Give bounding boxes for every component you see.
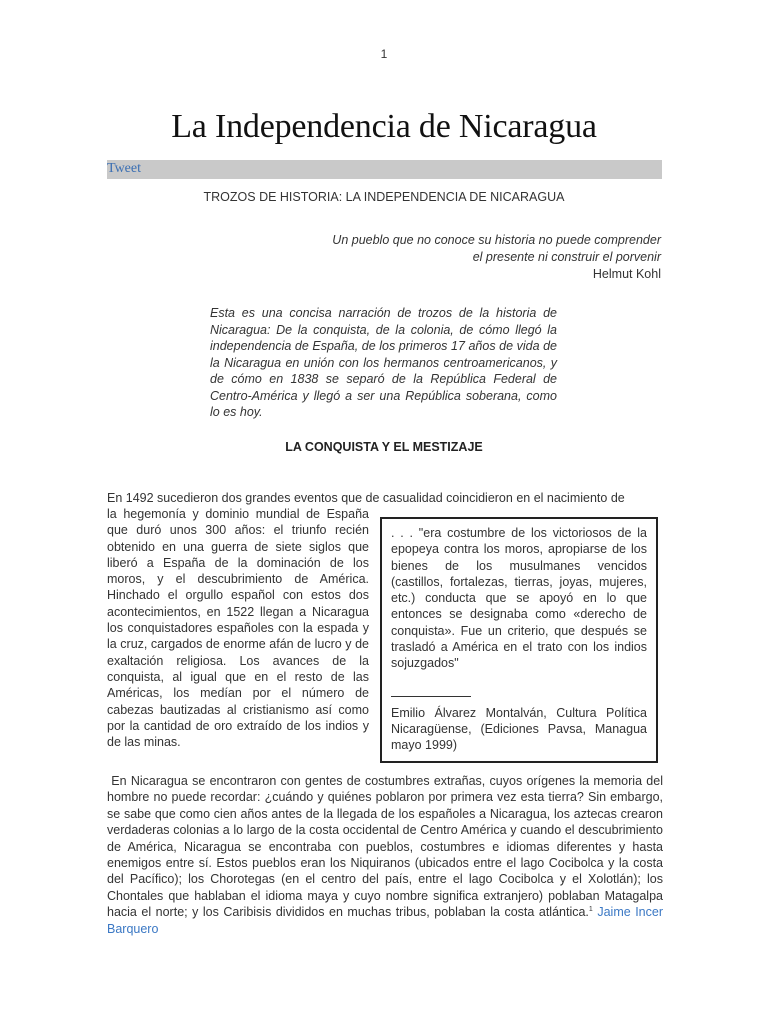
paragraph-first-line: En 1492 sucedieron dos grandes eventos que de casualidad coincidieron en el nacimiento de [107, 491, 625, 505]
tweet-link[interactable]: Tweet [107, 161, 142, 176]
epigraph-quote: Un pueblo que no conoce su historia no puede comprender el presente ni construir el porvenir [332, 233, 661, 264]
document-title: La Independencia de Nicaragua [171, 108, 597, 145]
tweet-bar [107, 160, 662, 179]
page-number: 1 [380, 47, 388, 61]
quote-box [380, 517, 658, 763]
subtitle: TROZOS DE HISTORIA: LA INDEPENDENCIA DE NICARAGUA [203, 190, 565, 204]
paragraph-column: la hegemonía y dominio mundial de España que duró unos 300 años: el triunfo recién obtenido en una guerra de siete siglos que liberó a España de la dominación de los moros, y el descubrimiento de América. Hinchado el orgullo español con estos dos acontecimientos, en 1522 llegan a Nicaragua los conquistadores españoles con la espada y la cruz, cargados de enorme afán de lucro y de exaltación religiosa. Los avances de la conquista, al igual que en el resto de las Américas, los medían por el número de cabezas bautizadas al cristianismo así como por la cantidad de oro extraído de los indios y de las minas. [107, 507, 369, 750]
author-link[interactable]: Jaime Incer Barquero [107, 905, 663, 936]
intro-paragraph: Esta es una concisa narración de trozos de la historia de Nicaragua: De la conquista, de la colonia, de cómo llegó la independencia de España, de los primeros 17 años de vida de la Nicaragua en unión con los hermanos centroamericanos, y de cómo en 1838 se separó de la República Federal de Centro-América y llegó a ser una República soberana, como lo es hoy. [210, 306, 557, 419]
section-heading: LA CONQUISTA Y EL MESTIZAJE [285, 440, 483, 454]
quote-citation: Emilio Álvarez Montalván, Cultura Política Nicaragüense, (Ediciones Pavsa, Managua mayo 1999) [391, 705, 647, 753]
footnote-mark: 1 [588, 906, 593, 914]
epigraph-author: Helmut Kohl [592, 267, 661, 281]
paragraph-second [107, 773, 663, 937]
paragraph-second-text: En Nicaragua se encontraron con gentes de costumbres extrañas, cuyos orígenes la memoria del hombre no puede recordar: ¿cuándo y quiénes poblaron por primera vez esta tierra? Sin embargo, se sabe que como cien años antes de la llegada de los españoles a Nicaragua, los aztecas crearon verdaderas colonias a lo largo de la costa occidental de Centro América y cuando el descubrimiento de América, Nicaragua se encontraba con pueblos, costumbres e idiomas diferentes y hasta enemigos entre sí. Estos pueblos eran los Niquiranos (ubicados entre el lago Cocibolca y la costa del Pacífico); los Chorotegas (en el centro del país, entre el lago Cocibolca y el Xolotlán); los Chontales que hablaban el idioma maya y cuyo nombre significa extranjero) poblaban Matagalpa hacia el norte; y los Caribisis divididos en muchas tribus, poblaban la costa atlántica. [107, 774, 663, 920]
quote-box-text: . . . "era costumbre de los victoriosos de la epopeya contra los moros, apropiarse de los bienes de los musulmanes vencidos (castillos, fortalezas, tierras, joyas, mujeres, etc.) conducta que se apoyó en lo que entonces se designaba como «derecho de conquista». Fue un criterio, que después se trasladó a América en el trato con los indios sojuzgados" [391, 526, 647, 671]
quote-divider [391, 696, 471, 697]
epigraph [300, 232, 661, 283]
